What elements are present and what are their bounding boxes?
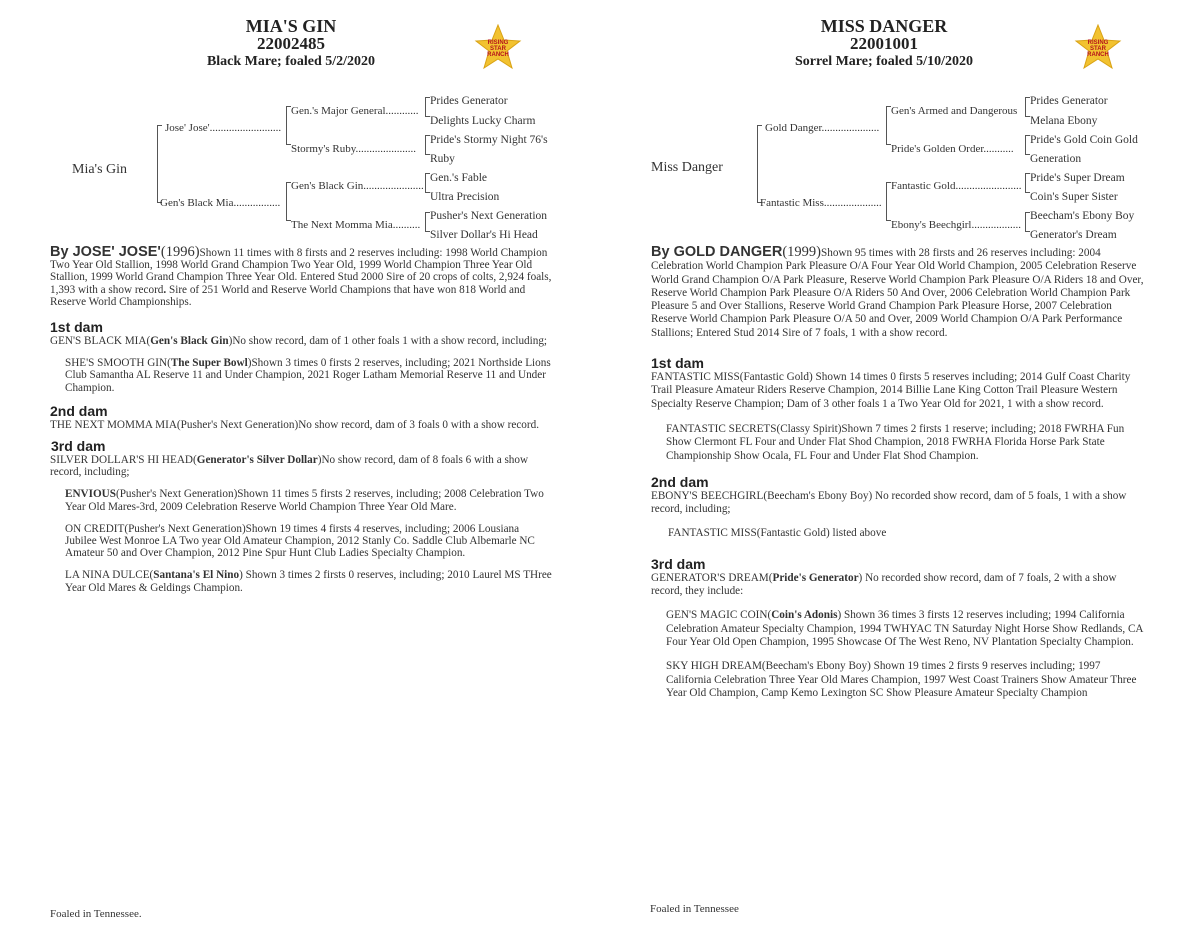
pedigree-g3-4: Generation	[1030, 153, 1082, 165]
second-dam-heading: 2nd dam	[50, 402, 108, 419]
footer-note: Foaled in Tennessee.	[50, 908, 142, 920]
pedigree-g3-7: Pusher's Next Generation	[430, 210, 548, 222]
second-dam-text: EBONY'S BEECHGIRL(Beecham's Ebony Boy) No recorded show record, dam of 5 foals, 1 with a show record, including;	[651, 489, 1127, 516]
first-dam-foal: SHE'S SMOOTH GIN(The Super Bowl)Shown 3 times 0 firsts 2 reserves, including; 2021 Northside Lions Club Samantha AL Reserve 11 and Under Champion, 2021 Roger Latham Memorial Reserve 11 and Under Champion.	[65, 357, 551, 394]
second-dam-foal: FANTASTIC MISS(Fantastic Gold) listed above	[668, 527, 887, 540]
pedigree-g3-5: Gen.'s Fable	[430, 172, 488, 184]
horse-header	[141, 17, 441, 70]
pedigree-sire: Jose' Jose'..........................	[165, 122, 282, 134]
pedigree-dam-dam: Ebony's Beechgirl..................	[891, 219, 1021, 231]
pedigree-g3-2: Delights Lucky Charm	[430, 115, 536, 127]
second-dam-text: THE NEXT MOMMA MIA(Pusher's Next Generation)No show record, dam of 3 foals 0 with a show record.	[50, 418, 539, 431]
pedigree-g3-2: Melana Ebony	[1030, 115, 1098, 127]
pedigree-g3-6: Ultra Precision	[430, 191, 500, 203]
pedigree-g3-3: Pride's Gold Coin Gold	[1030, 134, 1138, 146]
pedigree-chart	[0, 92, 600, 248]
pedigree-root: Mia's Gin	[72, 162, 128, 177]
pedigree-sire-dam: Pride's Golden Order...........	[891, 143, 1014, 155]
rising-star-ranch-logo: RISING STAR RANCH	[1074, 24, 1122, 70]
horse-description: Black Mare; foaled 5/2/2020	[206, 54, 376, 69]
pedigree-root: Miss Danger	[651, 160, 723, 175]
footer-note: Foaled in Tennessee	[650, 903, 739, 915]
pedigree-dam: Fantastic Miss.....................	[760, 197, 882, 209]
pedigree-g3-7: Beecham's Ebony Boy	[1030, 210, 1135, 222]
pedigree-dam-dam: The Next Momma Mia..........	[291, 219, 421, 231]
produce-record	[50, 246, 552, 594]
horse-header	[734, 17, 1034, 70]
pedigree-g3-3: Pride's Stormy Night 76's	[430, 134, 548, 146]
pedigree-dam-sire: Gen's Black Gin......................	[291, 180, 424, 192]
third-dam-text: SILVER DOLLAR'S HI HEAD(Generator's Silver Dollar)No show record, dam of 8 foals 6 with a show record, including;	[50, 454, 529, 479]
third-dam-foal: ENVIOUS(Pusher's Next Generation)Shown 11 times 5 firsts 2 reserves, including; 2008 Celebration Two Year Old Mares-3rd, 2009 Celebration Reserve World Champion Three Year Old Mare.	[65, 488, 544, 513]
first-dam-heading: 1st dam	[50, 319, 103, 336]
pedigree-g3-8: Silver Dollar's Hi Head	[430, 229, 538, 241]
first-dam-text: FANTASTIC MISS(Fantastic Gold) Shown 14 times 0 firsts 5 reserves including; 2014 Gulf Coast Charity Trail Pleasure Amateur Riders Reserve Champion, 2014 Billie Lane King Cotton Trail Pleasure Western Specialty Reserve Champion; Dam of 3 other foals 1 a Two Year Old for 2021, 1 with a show record.	[651, 371, 1131, 410]
registration-number: 22001001	[850, 34, 918, 53]
second-dam-heading: 2nd dam	[651, 473, 709, 490]
pedigree-chart	[600, 92, 1200, 248]
pedigree-g3-5: Pride's Super Dream	[1030, 172, 1125, 184]
horse-description: Sorrel Mare; foaled 5/10/2020	[795, 54, 973, 69]
registration-number: 22002485	[257, 34, 325, 53]
sire-name: By JOSE' JOSE'	[50, 244, 161, 260]
produce-record	[651, 246, 1145, 700]
pedigree-sire-dam: Stormy's Ruby......................	[291, 143, 417, 155]
third-dam-text: GENERATOR'S DREAM(Pride's Generator) No recorded show record, dam of 7 foals, 2 with a show record, they include:	[651, 571, 1117, 598]
pedigree-g3-4: Ruby	[430, 153, 455, 165]
pedigree-g3-1: Prides Generator	[430, 95, 508, 107]
first-dam-text: GEN'S BLACK MIA(Gen's Black Gin)No show record, dam of 1 other foals 1 with a show record, including;	[50, 335, 548, 348]
pedigree-sire-sire: Gen's Armed and Dangerous	[891, 105, 1018, 117]
pedigree-g3-8: Generator's Dream	[1030, 229, 1117, 241]
rising-star-ranch-logo: RISING STAR RANCH	[474, 24, 522, 70]
third-dam-foal: GEN'S MAGIC COIN(Coin's Adonis) Shown 36 times 3 firsts 12 reserves including; 1994 California Celebration Amateur Specialty Champion, 1994 TWHYAC TN Saturday Night Horse Show Redlands, CA Four Year Old Open Champion, 1995 Showcase Of The West Reno, NV Plantation Specialty Champion.	[666, 609, 1143, 648]
sire-paragraph: By JOSE' JOSE'(1996)Shown 11 times with 8 firsts and 2 reserves including: 1998 World Champion Two Year Old Stallion, 1998 World Grand Champion Two Year Old, 1999 World Champion Three Year Old Stallion, 1999 World Grand Champion Three Year Old. Entered Stud 2000 Sire of 20 crops of colts, 2,924 foals, 1,393 with a show record. Sire of 251 World and Reserve World Champions that have won 818 World and Reserve World Championships.	[50, 244, 552, 308]
first-dam-foal: FANTASTIC SECRETS(Classy Spirit)Shown 7 times 2 firsts 1 reserve; including; 2018 FWRHA Fun Show Clermont FL Four and Under Flat Shod Champion, 2018 FWRHA Florida Horse Park State Championship Show Ocala, FL Four and Under Flat Shod Champion.	[666, 422, 1125, 462]
third-dam-foal: SKY HIGH DREAM(Beecham's Ebony Boy) Shown 19 times 2 firsts 9 reserves including; 1997 California Celebration Three Year Old Mares Champion, 1997 West Coast Trainers Show Amateur Three Year Old Champion, Camp Kemo Lexington SC Show Pleasure Amateur Specialty Champion	[666, 660, 1137, 699]
sire-name: By GOLD DANGER	[651, 244, 783, 260]
horse-name: MIA'S GIN	[245, 16, 337, 36]
pedigree-dam: Gen's Black Mia.................	[160, 197, 281, 209]
third-dam-foal: LA NINA DULCE(Santana's El Nino) Shown 3 times 2 firsts 0 reserves, including; 2010 Laurel MS THree Year Old Mares & Geldings Champion.	[65, 569, 552, 594]
first-dam-heading: 1st dam	[651, 355, 704, 372]
pedigree-sire-sire: Gen.'s Major General............	[291, 105, 419, 117]
sire-paragraph: By GOLD DANGER(1999)Shown 95 times with 28 firsts and 26 reserves including: 2004 Celebration World Champion Park Pleasure O/A Four Year Old World Champion, 2005 Celebration Reserve World Grand Champion O/A Park Pleasure, Reserve World Champion Park Pleasure O/A Riders 18 and Over, Reserve World Champion Park Pleasure O/A Riders 50 And Over, 2006 Celebration World Champion Park Pleasure 5 and Over Stallions, Reserve World Grand Champion Park Pleasure Horse, 2007 Celebration Reserve World Champion Park Pleasure O/A 50 and Over, 2009 World Champion O/A Park Performance Stallions; Entered Stud 2014 Sire of 7 foals, 1 with a show record.	[651, 244, 1144, 339]
horse-name: MISS DANGER	[820, 16, 948, 36]
pedigree-g3-1: Prides Generator	[1030, 95, 1108, 107]
pedigree-dam-sire: Fantastic Gold........................	[891, 180, 1022, 192]
right-page	[600, 0, 1200, 927]
pedigree-sire: Gold Danger.....................	[765, 122, 880, 134]
pedigree-g3-6: Coin's Super Sister	[1030, 191, 1118, 203]
third-dam-foal: ON CREDIT(Pusher's Next Generation)Shown 19 times 4 firsts 4 reserves, including; 2006 Lousiana Jubilee West Monroe LA Two year Old Amateur Champion, 2012 Stanly Co. Saddle Club Albemarle NC Amateur 50 and Over Champion, 2012 Pine Spur Hunt Club Ladies Specialty Champion.	[65, 522, 535, 560]
third-dam-heading: 3rd dam	[51, 438, 106, 455]
third-dam-heading: 3rd dam	[651, 555, 706, 572]
